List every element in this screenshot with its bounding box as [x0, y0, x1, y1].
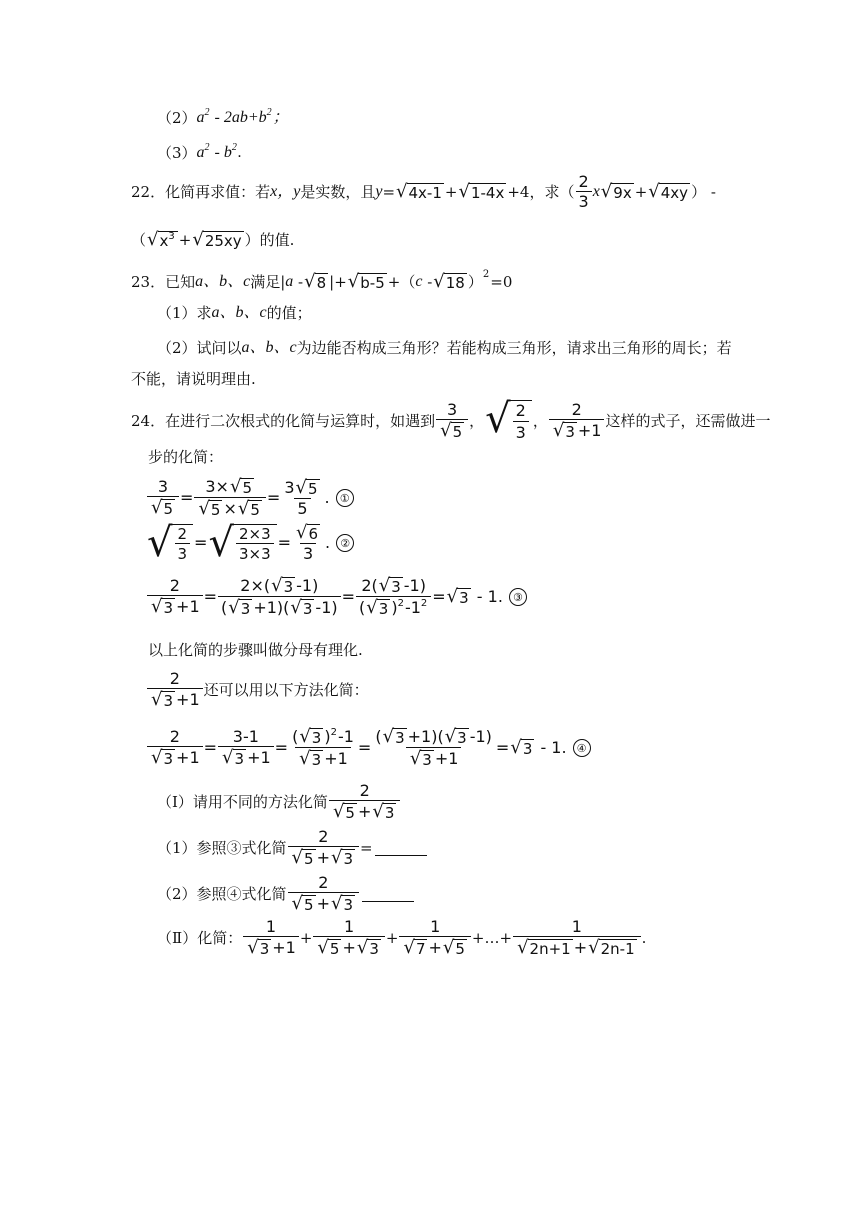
q24-equation-3: 2 √ 3 +1 = 2×( √ 3 -1) ( √ 3 +1)( √ 3 -1) = 2( √ 3 -1) ( √ 3 )$^2-1^2$ = √ 3 - 1. ③ [146, 573, 527, 621]
q24-line1: 24． 在进行二次根式的化简与运算时，如遇到 3 √ 5 ， √ $\frac{2}{3}$ ， 2 √ 3 +1 这样的式子，还需做进一 [131, 396, 771, 443]
q24-equation-4: 2 √ 3 +1 = 3-1 √ 3 +1 = ( √ 3 )$^2$-1 √ 3 +1 = ( √ 3 +1)( √ 3 -1) √ 3 +1 = √ 3 - 1. ④ [146, 724, 591, 772]
q22-radical-1-4x: √ 1-4x [458, 180, 505, 202]
label-3-icon: ③ [509, 588, 527, 606]
q21-part3-expr: $a^2 - b^2$. [196, 142, 242, 161]
q22-radical-x3: √ $x^3$ [147, 231, 178, 250]
q22-frac-2-3: $\frac{2}{3}$ [576, 174, 592, 210]
q24-radical-2-3: √ $\frac{2}{3}$ [485, 400, 532, 441]
q24-equation-1: 3 √ 5 = 3× √ 5 √ 5 × √ 5 = 3 √ 5 5 . ① [146, 476, 354, 520]
q24-such: 这样的式子，还需做进一 [605, 411, 771, 430]
q23-part2-continued: 不能，请说明理由. [131, 370, 256, 388]
q24-sub1-text: （1）参照③式化简 [157, 838, 287, 857]
q24-part1-text: （Ⅰ）请用不同的方法化简 [157, 792, 328, 811]
q24-frac-2-root3plus1: 2 √ 3 +1 [549, 402, 605, 441]
q22-radical-4x-1: √ 4x-1 [396, 180, 442, 202]
q22-line2: （ √ $x^3$ + √ 25xy ）的值. [131, 228, 295, 250]
q24-part2-text: （Ⅱ）化简： [157, 928, 243, 947]
q23-radical-b-5: √ b-5 [347, 270, 385, 292]
q23-part1-label: （1）求 [157, 303, 212, 322]
q22-end: ）的值. [244, 230, 295, 249]
q21-part2-label: （2） [157, 108, 197, 127]
q24-part2: （Ⅱ）化简： 1 √ 3 +1 + 1 √ 5 + √ 3 + 1 √ 7 + √ 5 +…+ 1 √ 2n+1 + √ 2n-1 . [157, 916, 647, 958]
q24-sub2-answer-blank[interactable] [362, 887, 414, 902]
q22-line1: 22． 化简再求值：若 x，y 是实数，且 y = √ 4x-1 + √ 1-4x +4 ，求（ $\frac{2}{3}$ x √ 9x + √ 4xy ） - [131, 172, 716, 211]
q23-part2-text: 为边能否构成三角形？若能构成三角形，请求出三角形的周长；若 [296, 338, 732, 357]
q24-part1: （Ⅰ）请用不同的方法化简 2 √ 5 + √ 3 [157, 780, 401, 824]
q24-note: 以上化简的步骤叫做分母有理化. [148, 641, 363, 659]
q22-intro: 化简再求值：若 [165, 182, 271, 201]
q22-number: 22． [131, 182, 166, 201]
q23-part1 [157, 305, 312, 321]
q24-sub2-text: （2）参照④式化简 [157, 884, 287, 903]
q24-frac-3-root5: 3 √ 5 [436, 402, 468, 441]
q23-radical-18: √ 18 [433, 270, 465, 292]
label-1-icon: ① [336, 489, 354, 507]
q22-tail: ） - [691, 182, 716, 201]
q24-sub2: （2）参照④式化简 2 √ 5 + √ 3 [157, 872, 414, 916]
q22-var-x: x [592, 183, 600, 200]
q22-open: （ [131, 230, 147, 249]
q23-part2 [157, 340, 732, 356]
q22-vars: x，y [270, 183, 301, 200]
q24-sub1: （1）参照③式化简 2 √ 5 + √ 3 = [157, 826, 427, 870]
q23-part1-vars: a、b、c [211, 304, 267, 321]
q21-part3 [157, 142, 242, 162]
q22-radical-25xy: √ 25xy [192, 228, 242, 250]
label-4-icon: ④ [573, 739, 591, 757]
q23-number: 23． [131, 272, 166, 291]
q24-number: 24． [131, 411, 166, 430]
q24-also-line: 2 √ 3 +1 还可以用以下方法化简： [146, 668, 369, 712]
q22-ask: ，求（ [529, 182, 575, 201]
label-2-icon: ② [336, 534, 354, 552]
q23-part2-vars: a、b、c [241, 339, 297, 356]
q24-also: 还可以用以下方法化简： [203, 680, 369, 699]
q23-intro: 已知 [165, 272, 196, 291]
q21-part3-label: （3） [157, 143, 197, 162]
q24-intro: 在进行二次根式的化简与运算时，如遇到 [165, 411, 436, 430]
q22-radical-4xy: √ 4xy [648, 180, 689, 202]
q22-y-eq: y [375, 183, 383, 200]
q22-radical-9x: √ 9x [600, 180, 632, 202]
q24-equation-2: √ $\frac{2}{3}$ = √ $\frac{2\times 3}{3\times 3}$ = √ 6 3 . ② [146, 520, 354, 566]
q21-part2 [157, 107, 289, 127]
q24-sub1-answer-blank[interactable] [375, 841, 427, 856]
q22-mid: 是实数，且 [300, 182, 376, 201]
q23-var-a: a [285, 273, 294, 290]
q24-continued: 步的化简： [148, 448, 224, 466]
q23-line1: 23． 已知 a、b、c 满足| a - √ 8 |+ √ b-5 +（ c - √ 18 ） 2 =0 [131, 269, 513, 292]
q23-part1-end: 的值； [266, 303, 312, 322]
q21-part2-expr: $a^2 - 2ab+b^2$； [196, 107, 289, 126]
q23-radical-8: √ 8 [304, 270, 327, 292]
q23-cond: 满足| [250, 272, 286, 291]
q23-vars: a、b、c [195, 273, 251, 290]
q23-part2-label: （2）试问以 [157, 338, 242, 357]
